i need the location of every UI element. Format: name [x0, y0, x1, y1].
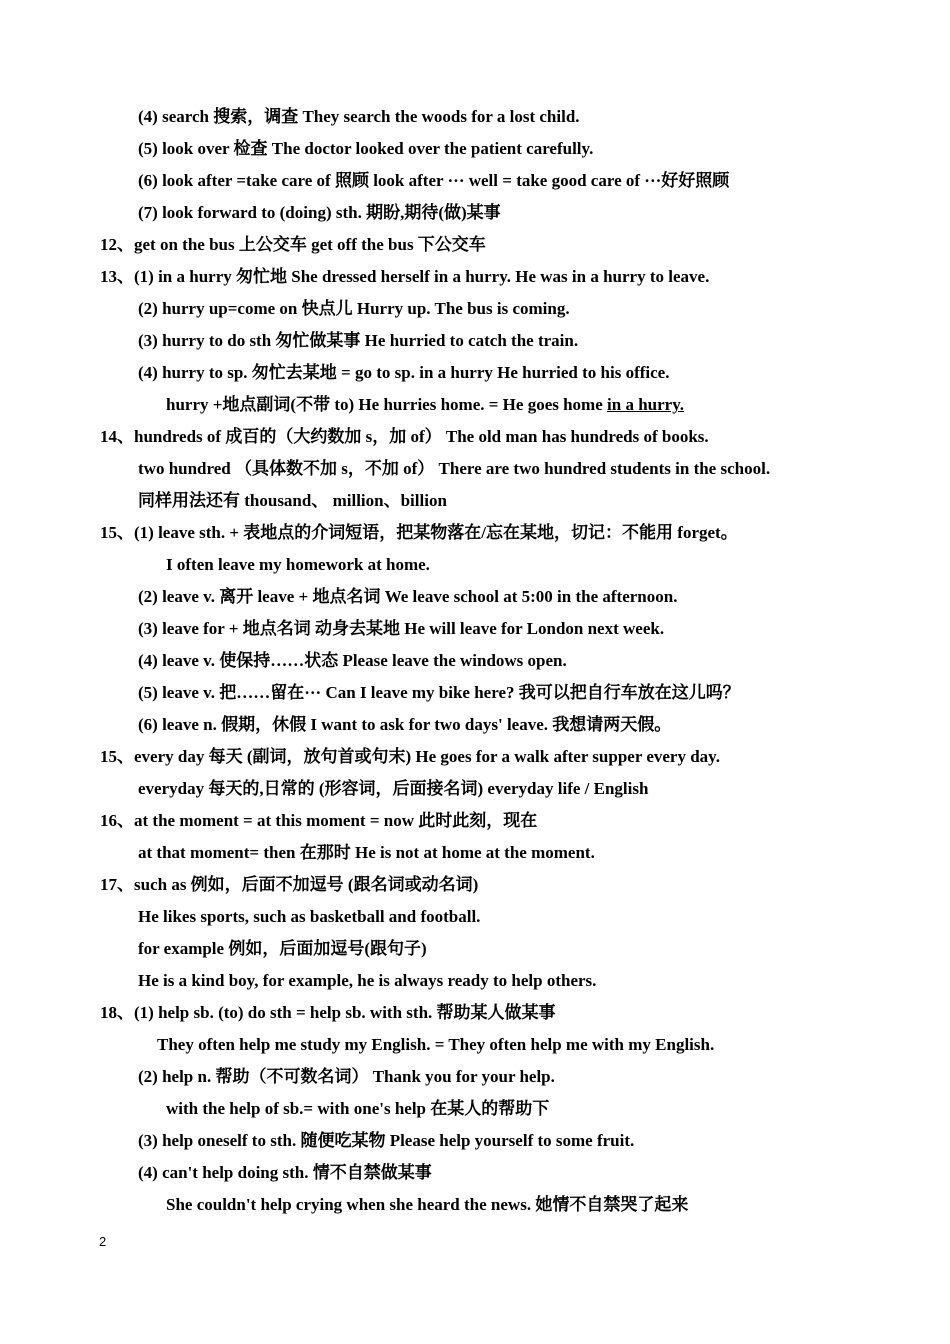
- line-10-text: hurry +地点副词(不带 to) He hurries home. = He goes home: [166, 395, 608, 414]
- line-01: (4) search 搜索，调查 They search the woods for a lost child.: [138, 107, 580, 126]
- line-32: with the help of sb.= with one's help 在某人的帮助下: [166, 1099, 550, 1118]
- line-07: (2) hurry up=come on 快点儿 Hurry up. The bus is coming.: [138, 299, 570, 318]
- line-23: 16、at the moment = at this moment = now 此时此刻，现在: [100, 811, 538, 830]
- line-18: (4) leave v. 使保持……状态 Please leave the windows open.: [138, 651, 567, 670]
- line-11: 14、hundreds of 成百的（大约数加 s，加 of） The old man has hundreds of books.: [100, 427, 709, 446]
- line-17: (3) leave for + 地点名词 动身去某地 He will leave for London next week.: [138, 619, 665, 638]
- line-27: for example 例如，后面加逗号(跟句子): [138, 939, 427, 958]
- line-21: 15、every day 每天 (副词，放句首或句末) He goes for a walk after supper every day.: [100, 747, 720, 766]
- line-29: 18、(1) help sb. (to) do sth = help sb. with sth. 帮助某人做某事: [100, 1003, 556, 1022]
- line-22: everyday 每天的,日常的 (形容词，后面接名词) everyday life / English: [138, 779, 649, 798]
- line-12: two hundred （具体数不加 s，不加 of） There are two hundred students in the school.: [138, 459, 771, 478]
- underlined-phrase: in a hurry.: [607, 395, 685, 414]
- line-09: (4) hurry to sp. 匆忙去某地 = go to sp. in a hurry He hurried to his office.: [138, 363, 670, 382]
- line-25: 17、such as 例如，后面不加逗号 (跟名词或动名词): [100, 875, 479, 894]
- line-35: She couldn't help crying when she heard the news. 她情不自禁哭了起来: [166, 1195, 689, 1214]
- line-15: I often leave my homework at home.: [166, 555, 430, 574]
- line-13: 同样用法还有 thousand、 million、billion: [138, 491, 447, 510]
- line-10: [166, 395, 684, 415]
- line-08: (3) hurry to do sth 匆忙做某事 He hurried to catch the train.: [138, 331, 579, 350]
- line-04: (7) look forward to (doing) sth. 期盼,期待(做)某事: [138, 203, 501, 222]
- line-03: (6) look after =take care of 照顾 look after ··· well = take good care of ···好好照顾: [138, 171, 730, 190]
- line-26: He likes sports, such as basketball and football.: [138, 907, 481, 926]
- line-20: (6) leave n. 假期，休假 I want to ask for two days' leave. 我想请两天假。: [138, 715, 672, 734]
- line-05: 12、get on the bus 上公交车 get off the bus 下公交车: [100, 235, 486, 254]
- line-28: He is a kind boy, for example, he is always ready to help others.: [138, 971, 597, 990]
- line-19: (5) leave v. 把……留在··· Can I leave my bike here? 我可以把自行车放在这儿吗？: [138, 683, 740, 702]
- page-number: 2: [99, 1234, 107, 1249]
- line-02: (5) look over 检查 The doctor looked over the patient carefully.: [138, 139, 594, 158]
- line-14: 15、(1) leave sth. + 表地点的介词短语，把某物落在/忘在某地，切记：不能用 forget。: [100, 523, 738, 542]
- line-34: (4) can't help doing sth. 情不自禁做某事: [138, 1163, 432, 1182]
- line-31: (2) help n. 帮助（不可数名词） Thank you for your help.: [138, 1067, 555, 1086]
- line-33: (3) help oneself to sth. 随便吃某物 Please help yourself to some fruit.: [138, 1131, 635, 1150]
- line-24: at that moment= then 在那时 He is not at home at the moment.: [138, 843, 595, 862]
- line-30: They often help me study my English. = They often help me with my English.: [157, 1035, 715, 1054]
- line-06: 13、(1) in a hurry 匆忙地 She dressed herself in a hurry. He was in a hurry to leave.: [100, 267, 710, 286]
- line-16: (2) leave v. 离开 leave + 地点名词 We leave school at 5:00 in the afternoon.: [138, 587, 678, 606]
